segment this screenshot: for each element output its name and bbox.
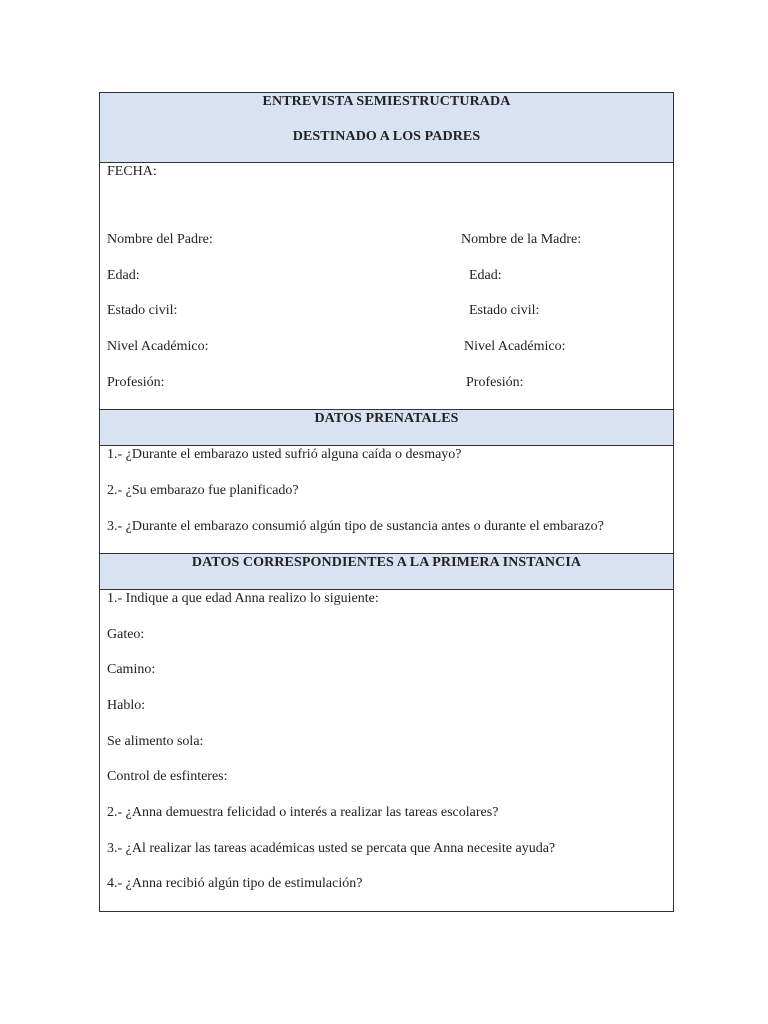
mother-age-label: Edad: [469, 268, 502, 283]
father-profession-label: Profesión: [107, 375, 165, 390]
father-name-label: Nombre del Padre: [107, 232, 213, 247]
mother-civil-status-label: Estado civil: [469, 303, 540, 318]
prenatal-question-1: 1.- ¿Durante el embarazo usted sufrió alguna caída o desmayo? [107, 447, 462, 462]
infancy-question-1: 1.- Indique a que edad Anna realizo lo siguiente: [107, 591, 379, 606]
father-academic-level-label: Nivel Académico: [107, 339, 209, 354]
profession-row [107, 374, 524, 392]
mother-name-label: Nombre de la Madre: [461, 232, 582, 247]
father-age-label: Edad: [107, 268, 140, 283]
infancy-question-2: 2.- ¿Anna demuestra felicidad o interés a realizar las tareas escolares? [107, 805, 499, 820]
infancy-section-header [100, 554, 674, 590]
civil-status-row [107, 302, 540, 320]
prenatal-section-header [100, 410, 674, 446]
interview-form-table [99, 92, 674, 912]
milestone-talking: Hablo: [107, 698, 146, 713]
prenatal-questions-section [100, 446, 674, 554]
milestone-crawling: Gateo: [107, 627, 145, 642]
prenatal-section-title: DATOS PRENATALES [314, 411, 459, 426]
infancy-question-4: 4.- ¿Anna recibió algún tipo de estimulación? [107, 876, 363, 891]
form-header [100, 93, 674, 163]
age-row [107, 267, 502, 285]
prenatal-question-3: 3.- ¿Durante el embarazo consumió algún tipo de sustancia antes o durante el embarazo? [107, 519, 604, 534]
name-row [107, 231, 582, 249]
father-civil-status-label: Estado civil: [107, 303, 178, 318]
milestone-walking: Camino: [107, 662, 156, 677]
date-label: FECHA: [107, 164, 157, 179]
academic-level-row [107, 338, 566, 356]
parents-info-section [100, 163, 674, 410]
infancy-section-title: DATOS CORRESPONDIENTES A LA PRIMERA INSTANCIA [191, 555, 582, 570]
mother-profession-label: Profesión: [466, 375, 524, 390]
infancy-question-3: 3.- ¿Al realizar las tareas académicas usted se percata que Anna necesite ayuda? [107, 841, 556, 856]
mother-academic-level-label: Nivel Académico: [464, 339, 566, 354]
form-title: ENTREVISTA SEMIESTRUCTURADA [262, 94, 511, 109]
infancy-questions-section [100, 590, 674, 912]
milestone-self-feeding: Se alimento sola: [107, 734, 204, 749]
prenatal-question-2: 2.- ¿Su embarazo fue planificado? [107, 483, 299, 498]
milestone-toilet-control: Control de esfinteres: [107, 769, 228, 784]
form-subtitle: DESTINADO A LOS PADRES [292, 129, 481, 144]
